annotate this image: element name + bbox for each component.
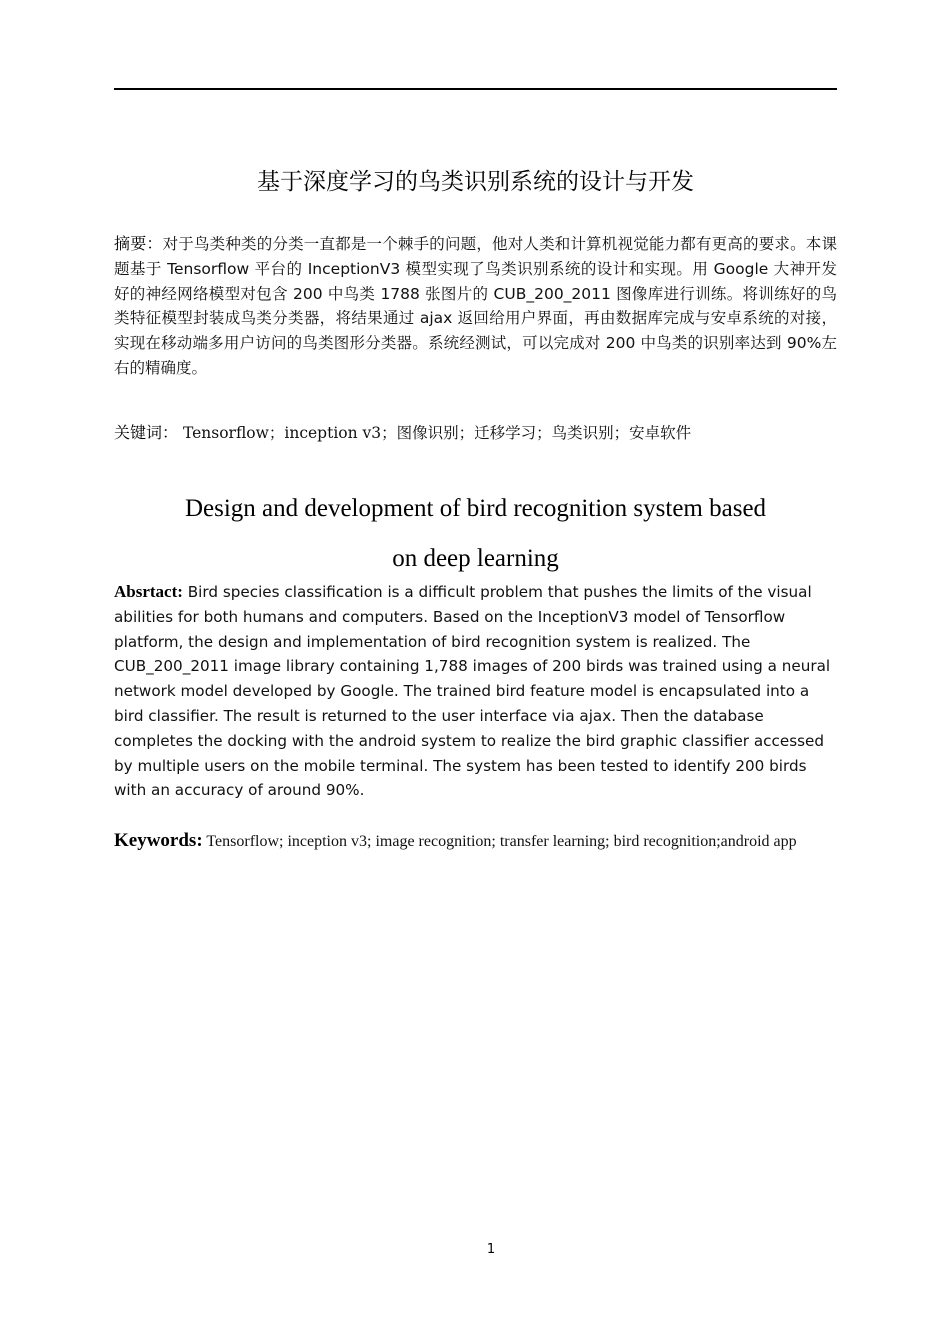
english-title-line-1: Design and development of bird recognition system based <box>184 495 767 522</box>
english-abstract <box>114 580 837 803</box>
english-abstract-label: Absrtact: <box>114 582 183 601</box>
english-title <box>114 484 837 584</box>
english-keywords-text: Tensorflow; inception v3; image recognition; transfer learning; bird recognition;android app <box>206 833 797 850</box>
page-number: 1 <box>486 1242 496 1257</box>
chinese-keywords-label: 关键词： <box>114 423 179 442</box>
chinese-title: 基于深度学习的鸟类识别系统的设计与开发 <box>257 169 694 195</box>
english-abstract-text: Bird species classification is a difficult problem that pushes the limits of the visual abilities for both humans and computers. Based on the InceptionV3 model of Tensorflow platform, the design and implementation of bird recognition system is realized. The CUB_200_2011 image library containing 1,788 images of 200 birds was trained using a neural network model developed by Google. The trained bird feature model is encapsulated into a bird classifier. The result is returned to the user interface via ajax. Then the database completes the docking with the android system to realize the bird graphic classifier accessed by multiple users on the mobile terminal. The system has been tested to identify 200 birds with an accuracy of around 90%. <box>114 583 831 800</box>
chinese-keywords <box>114 421 837 445</box>
chinese-abstract-label: 摘要： <box>114 234 163 253</box>
english-title-line-2: on deep learning <box>392 545 559 572</box>
header-rule <box>114 88 837 90</box>
english-keywords-label: Keywords: <box>114 830 203 851</box>
chinese-keywords-text: Tensorflow；inception v3；图像识别；迁移学习；鸟类识别；安卓软件 <box>182 424 692 442</box>
english-keywords <box>114 829 854 854</box>
chinese-abstract-text: 对于鸟类种类的分类一直都是一个棘手的问题，他对人类和计算机视觉能力都有更高的要求。本课题基于 Tensorflow 平台的 InceptionV3 模型实现了鸟类识别系统的设计和实现。用 Google 大神开发好的神经网络模型对包含 200 中鸟类 1788 张图片的 CUB_200_2011 图像库进行训练。将训练好的鸟类特征模型封装成鸟类分类器，将结果通过 ajax 返回给用户界面，再由数据库完成与安卓系统的对接，实现在移动端多用户访问的鸟类图形分类器。系统经测试，可以完成对 200 中鸟类的识别率达到 90%左右的精确度。 <box>114 235 837 377</box>
chinese-abstract <box>114 232 837 381</box>
